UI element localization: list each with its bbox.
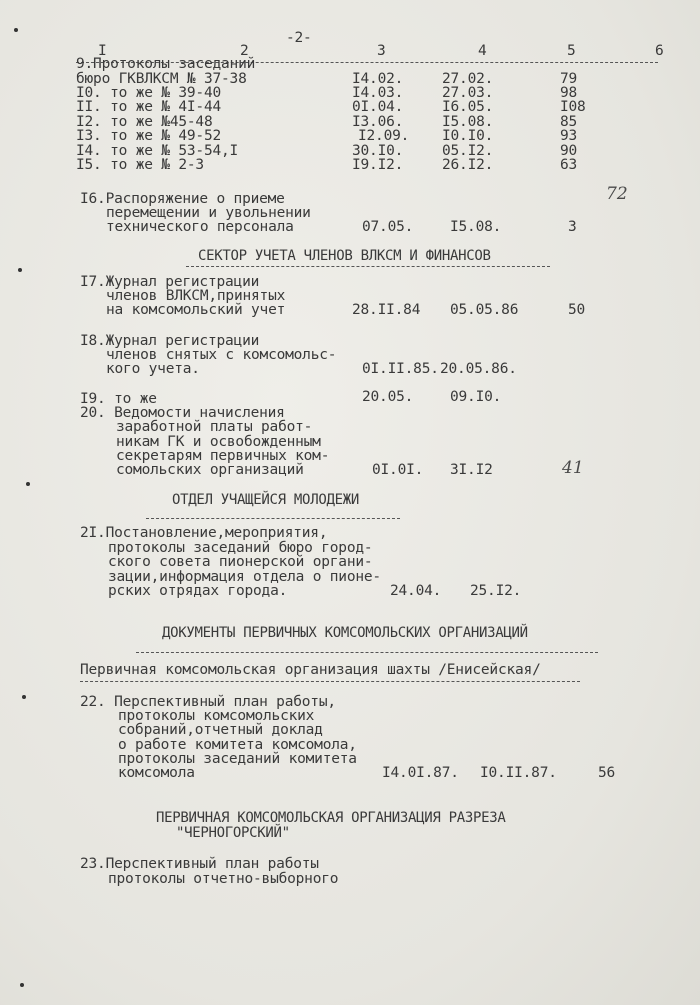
- item23-line: 23.Перспективный план работы: [80, 856, 319, 872]
- item20-line: никам ГК и освобожденным: [116, 434, 321, 450]
- item21-line: ского совета пионерской органи-: [108, 554, 373, 570]
- binder-mark: [26, 482, 30, 486]
- row-start-date: I4.02.: [352, 71, 404, 87]
- row-end-date: I5.08.: [442, 114, 494, 130]
- item22-start-date: I4.0I.87.: [382, 765, 459, 781]
- page-number: -2-: [286, 30, 312, 46]
- item20-line: заработной платы работ-: [116, 419, 313, 435]
- section-title: ДОКУМЕНТЫ ПЕРВИЧНЫХ КОМСОМОЛЬСКИХ ОРГАНИЗАЦИЙ: [162, 625, 528, 641]
- section-title-quarry-name: "ЧЕРНОГОРСКИЙ": [176, 825, 290, 841]
- item16-line: I6.Распоряжение о приеме: [80, 191, 285, 207]
- column-header-1: I: [98, 43, 107, 59]
- row-text: I0. то же № 39-40: [76, 85, 222, 101]
- row-count: 85: [560, 114, 578, 130]
- item16-end-date: I5.08.: [450, 219, 502, 235]
- item20-line: 20. Ведомости начисления: [80, 405, 285, 421]
- item21-line: рских отрядах города.: [108, 583, 288, 599]
- row-start-date: 30.I0.: [352, 143, 404, 159]
- organization-line: Первичная комсомольская организация шахты /Енисейская/: [80, 662, 541, 678]
- row-count: 93: [560, 128, 578, 144]
- row-end-date: 05.I2.: [442, 143, 494, 159]
- item17-count: 50: [568, 302, 586, 318]
- item21-line: 2I.Постановление,мероприятия,: [80, 525, 328, 541]
- row-text: I3. то же № 49-52: [76, 128, 222, 144]
- item19-start-date: 20.05.: [362, 389, 414, 405]
- item20-start-date: 0I.0I.: [372, 462, 424, 478]
- row-count: I08: [560, 99, 586, 115]
- item22-count: 56: [598, 765, 616, 781]
- item22-line: протоколы заседаний комитета: [118, 751, 357, 767]
- binder-mark: [18, 268, 22, 272]
- column-header-5: 5: [567, 43, 576, 59]
- handwritten-note: 41: [562, 458, 584, 478]
- row-text: I2. то же №45-48: [76, 114, 213, 130]
- row-end-date: I6.05.: [442, 99, 494, 115]
- item22-line: комсомола: [118, 765, 195, 781]
- section-title: ПЕРВИЧНАЯ КОМСОМОЛЬСКАЯ ОРГАНИЗАЦИЯ РАЗРЕЗА: [156, 810, 506, 826]
- item22-line: собраний,отчетный доклад: [118, 722, 323, 738]
- row-text: I5. то же № 2-3: [76, 157, 204, 173]
- item17-end-date: 05.05.86: [450, 302, 519, 318]
- item16-count: 3: [568, 219, 577, 235]
- item21-line: протоколы заседаний бюро город-: [108, 540, 373, 556]
- section-underline: [136, 652, 598, 653]
- column-header-3: 3: [377, 43, 386, 59]
- item17-start-date: 28.II.84: [352, 302, 421, 318]
- item20-line: секретарям первичных ком-: [116, 448, 330, 464]
- row-start-date: I9.I2.: [352, 157, 404, 173]
- item21-end-date: 25.I2.: [470, 583, 522, 599]
- item17-line: I7.Журнал регистрации: [80, 274, 260, 290]
- binder-mark: [20, 983, 24, 987]
- row-text: бюро ГКВЛКСМ № 37-38: [76, 71, 247, 87]
- item18-line: членов снятых с комсомольс-: [106, 347, 337, 363]
- row-end-date: 27.02.: [442, 71, 494, 87]
- column-header-2: 2: [240, 43, 249, 59]
- section-title: ОТДЕЛ УЧАЩЕЙСЯ МОЛОДЕЖИ: [172, 492, 359, 508]
- row-text: 9.Протоколы заседаний: [76, 56, 256, 72]
- row-count: 98: [560, 85, 578, 101]
- item17-line: на комсомольский учет: [106, 302, 286, 318]
- item21-line: зации,информация отдела о пионе-: [108, 569, 381, 585]
- item19-end-date: 09.I0.: [450, 389, 502, 405]
- item19-text: I9. то же: [80, 391, 157, 407]
- item20-line: сомольских организаций: [116, 462, 304, 478]
- row-start-date: I2.09.: [358, 128, 410, 144]
- item18-start-date: 0I.II.85.: [362, 361, 439, 377]
- row-count: 90: [560, 143, 578, 159]
- item23-line: протоколы отчетно-выборного: [108, 871, 339, 887]
- row-end-date: 26.I2.: [442, 157, 494, 173]
- binder-mark: [14, 28, 18, 32]
- handwritten-note: 72: [606, 184, 628, 204]
- section-title: СЕКТОР УЧЕТА ЧЛЕНОВ ВЛКСМ И ФИНАНСОВ: [198, 248, 491, 264]
- item16-line: технического персонала: [106, 219, 294, 235]
- item21-start-date: 24.04.: [390, 583, 442, 599]
- item16-line: перемещении и увольнении: [106, 205, 311, 221]
- section-underline: [186, 266, 550, 267]
- row-start-date: 0I.04.: [352, 99, 404, 115]
- item18-line: кого учета.: [106, 361, 200, 377]
- item17-line: членов ВЛКСМ,принятых: [106, 288, 286, 304]
- item22-line: протоколы комсомольских: [118, 708, 315, 724]
- row-start-date: I4.03.: [352, 85, 404, 101]
- item22-line: о работе комитета комсомола,: [118, 737, 357, 753]
- binder-mark: [22, 695, 26, 699]
- item16-start-date: 07.05.: [362, 219, 414, 235]
- organization-underline: [80, 681, 580, 682]
- row-end-date: 27.03.: [442, 85, 494, 101]
- section-underline: [146, 518, 400, 519]
- item22-line: 22. Перспективный план работы,: [80, 694, 336, 710]
- row-end-date: I0.I0.: [442, 128, 494, 144]
- row-text: I4. то же № 53-54,I: [76, 143, 239, 159]
- item18-end-date: 20.05.86.: [440, 361, 517, 377]
- item18-line: I8.Журнал регистрации: [80, 333, 260, 349]
- row-text: II. то же № 4I-44: [76, 99, 222, 115]
- item22-end-date: I0.II.87.: [480, 765, 557, 781]
- column-header-6: 6: [655, 43, 664, 59]
- item20-end-date: 3I.I2: [450, 462, 493, 478]
- column-header-4: 4: [478, 43, 487, 59]
- row-count: 63: [560, 157, 578, 173]
- row-count: 79: [560, 71, 578, 87]
- row-start-date: I3.06.: [352, 114, 404, 130]
